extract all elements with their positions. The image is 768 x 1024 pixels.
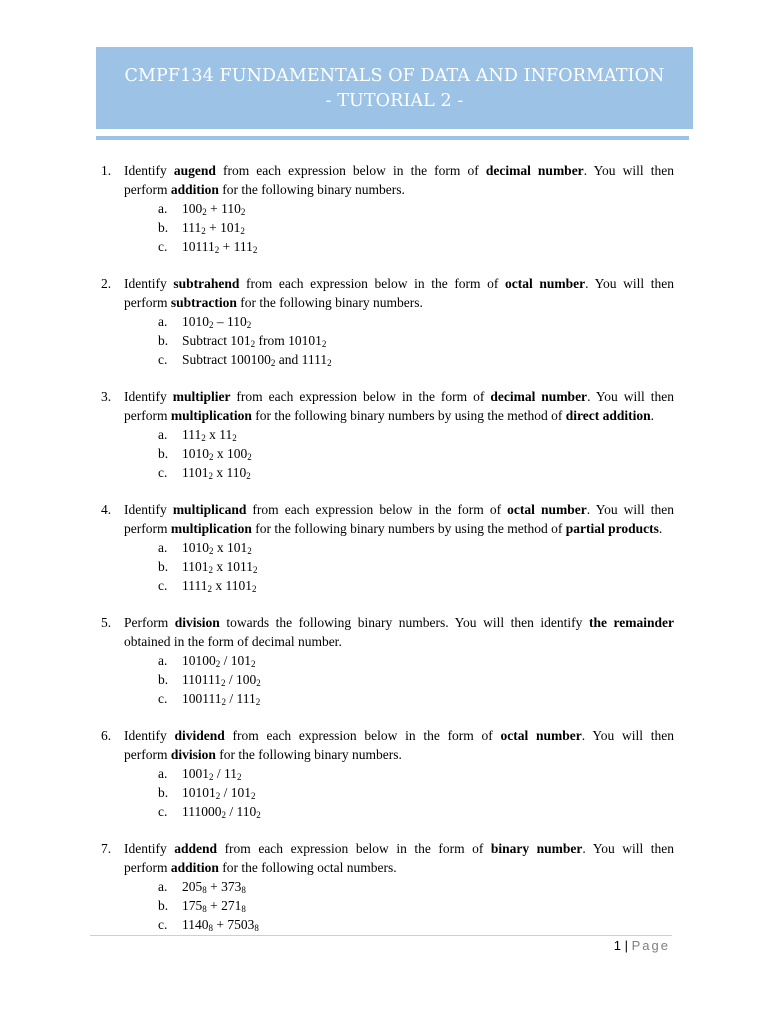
base-subscript: 2 (321, 339, 327, 349)
text-run: . (658, 521, 663, 536)
text-run: 205 (182, 879, 203, 894)
question-text (124, 726, 674, 764)
text-run: / 101 (220, 653, 252, 668)
question-line-1 (124, 274, 674, 293)
text-run: 1010 (182, 446, 209, 461)
base-subscript: 2 (247, 546, 252, 556)
expression (182, 559, 258, 574)
question-text (124, 839, 674, 877)
text-run: Identify (124, 502, 173, 517)
text-run: Perform (124, 615, 175, 630)
text-run: / 110 (226, 804, 257, 819)
sub-item-a (158, 877, 246, 896)
question-text (124, 161, 674, 199)
base-subscript: 2 (209, 452, 214, 462)
text-run: from each expression below in the form of (224, 728, 501, 743)
emphasis-term: addition (170, 860, 219, 875)
base-subscript: 2 (201, 226, 206, 236)
text-run: Identify (124, 276, 174, 291)
base-subscript: 2 (251, 659, 256, 669)
text-run: from each expression below in the form of (246, 502, 508, 517)
emphasis-term: division (170, 747, 216, 762)
expression (182, 898, 246, 913)
emphasis-term: multiplier (172, 389, 231, 404)
text-run: 110111 (182, 672, 221, 687)
emphasis-term: dividend (174, 728, 225, 743)
text-run: towards the following binary numbers. You will then identify (219, 615, 589, 630)
base-subscript: 2 (252, 245, 258, 255)
expression (182, 917, 259, 932)
emphasis-term: addition (170, 182, 219, 197)
base-subscript: 8 (241, 885, 246, 895)
base-subscript: 2 (221, 697, 226, 707)
base-subscript: 2 (251, 791, 256, 801)
emphasis-term: direct addition (565, 408, 651, 423)
base-subscript: 2 (215, 791, 221, 801)
text-run: Subtract 100100 (182, 352, 271, 367)
sub-item-label: a. (158, 879, 168, 894)
base-subscript: 2 (232, 433, 237, 443)
sub-item-c (158, 802, 261, 821)
sub-item-b (158, 218, 245, 237)
text-run: from each expression below in the form of (215, 163, 486, 178)
text-run: x 1011 (213, 559, 253, 574)
emphasis-term: multiplication (170, 521, 252, 536)
text-run: / 11 (213, 766, 237, 781)
base-subscript: 2 (221, 678, 226, 688)
base-subscript: 2 (209, 546, 214, 556)
text-run: perform (124, 860, 171, 875)
expression (182, 465, 251, 480)
text-run: 100 (182, 201, 203, 216)
text-run: + 7503 (213, 917, 255, 932)
text-run: Identify (124, 389, 173, 404)
question-line-2 (124, 293, 674, 312)
text-run: . You will then (585, 276, 674, 291)
base-subscript: 2 (202, 207, 207, 217)
sub-item-label: c. (158, 352, 168, 367)
text-run: 10100 (182, 653, 216, 668)
expression (182, 785, 256, 800)
sub-item-label: a. (158, 766, 168, 781)
emphasis-term: octal number (507, 502, 587, 517)
text-run: 10101 (182, 785, 216, 800)
text-run: from each expression below in the form of (230, 389, 491, 404)
question-number: 2. (101, 276, 112, 291)
base-subscript: 2 (246, 320, 252, 330)
text-run: x 110 (213, 465, 247, 480)
page-number: 1 (613, 938, 621, 953)
base-subscript: 2 (237, 772, 242, 782)
text-run: 1101 (182, 465, 209, 480)
sub-item-b (158, 670, 261, 689)
expression (182, 691, 260, 706)
expression (182, 766, 242, 781)
expression (182, 239, 257, 254)
text-run: and 1111 (275, 352, 328, 367)
emphasis-term: subtraction (170, 295, 237, 310)
text-run: perform (124, 182, 171, 197)
question-line-2 (124, 180, 674, 199)
expression (182, 352, 332, 367)
text-run: . You will then (582, 841, 674, 856)
base-subscript: 2 (240, 207, 246, 217)
text-run: 111 (182, 427, 202, 442)
sub-item-label: c. (158, 578, 168, 593)
question-text (124, 500, 674, 538)
question-text (124, 274, 674, 312)
base-subscript: 8 (202, 885, 207, 895)
sub-item-c (158, 689, 260, 708)
sub-item-a (158, 538, 252, 557)
expression (182, 201, 245, 216)
base-subscript: 2 (252, 584, 257, 594)
footer-divider (90, 935, 672, 936)
sub-item-a (158, 651, 256, 670)
text-run: 111000 (182, 804, 222, 819)
emphasis-term: binary number (490, 841, 583, 856)
text-run: from each expression below in the form of (239, 276, 506, 291)
sub-item-label: b. (158, 333, 169, 348)
text-run: 1010 (182, 540, 209, 555)
text-run: 1010 (182, 314, 209, 329)
page-footer (614, 938, 670, 953)
text-run: + 101 (205, 220, 241, 235)
sub-item-b (158, 331, 326, 350)
text-run: + 111 (219, 239, 253, 254)
text-run: 1111 (182, 578, 208, 593)
sub-item-label: a. (158, 314, 168, 329)
question-text (124, 613, 674, 651)
text-run: / 100 (225, 672, 257, 687)
question-number: 4. (101, 502, 112, 517)
emphasis-term: division (174, 615, 220, 630)
text-run: perform (124, 521, 171, 536)
base-subscript: 2 (246, 471, 251, 481)
sub-item-label: c. (158, 804, 168, 819)
text-run: x 11 (205, 427, 233, 442)
emphasis-term: subtrahend (173, 276, 240, 291)
expression (182, 314, 251, 329)
text-run: 175 (182, 898, 203, 913)
sub-item-label: b. (158, 559, 169, 574)
sub-item-label: c. (158, 239, 168, 254)
base-subscript: 2 (221, 810, 226, 820)
emphasis-term: octal number (500, 728, 582, 743)
sub-item-a (158, 199, 245, 218)
text-run: 111 (182, 220, 202, 235)
text-run: / 111 (226, 691, 256, 706)
expression (182, 446, 252, 461)
sub-item-b (158, 557, 258, 576)
question-line-1 (124, 387, 674, 406)
question-number: 5. (101, 615, 112, 630)
base-subscript: 2 (208, 565, 213, 575)
sub-item-b (158, 896, 246, 915)
text-run: Identify (124, 841, 175, 856)
text-run: 1140 (182, 917, 209, 932)
base-subscript: 8 (241, 904, 246, 914)
sub-item-b (158, 444, 252, 463)
expression (182, 672, 261, 687)
base-subscript: 2 (270, 358, 276, 368)
question-line-1 (124, 613, 674, 632)
question-line-1 (124, 839, 674, 858)
text-run: obtained in the form of decimal number. (124, 634, 342, 649)
sub-item-label: a. (158, 540, 168, 555)
text-run: 10111 (182, 239, 215, 254)
base-subscript: 2 (214, 245, 220, 255)
question-number: 1. (101, 163, 112, 178)
base-subscript: 8 (202, 904, 207, 914)
base-subscript: 2 (256, 810, 261, 820)
question-line-2 (124, 632, 674, 651)
sub-item-a (158, 764, 242, 783)
sub-item-label: b. (158, 672, 169, 687)
text-run: 1001 (182, 766, 209, 781)
text-run: . You will then (587, 389, 674, 404)
base-subscript: 2 (255, 697, 261, 707)
base-subscript: 2 (209, 772, 214, 782)
question-line-2 (124, 406, 674, 425)
sub-item-label: b. (158, 220, 169, 235)
text-run: perform (124, 295, 171, 310)
page-label: Page (631, 938, 670, 953)
text-run: . You will then (583, 163, 674, 178)
base-subscript: 8 (208, 923, 213, 933)
question-line-1 (124, 161, 674, 180)
text-run: from 10101 (255, 333, 322, 348)
question-line-2 (124, 858, 674, 877)
base-subscript: 2 (247, 452, 252, 462)
footer-separator: | (624, 938, 628, 953)
title-line-2: - TUTORIAL 2 - (325, 91, 464, 111)
question-number: 6. (101, 728, 112, 743)
title-line-1: CMPF134 FUNDAMENTALS OF DATA AND INFORMATION (124, 66, 665, 86)
base-subscript: 2 (256, 678, 261, 688)
text-run: for the following binary numbers. (218, 182, 405, 197)
text-run: from each expression below in the form of (217, 841, 491, 856)
text-run: . (650, 408, 654, 423)
text-run: x 101 (213, 540, 248, 555)
text-run: for the following octal numbers. (218, 860, 397, 875)
text-run: / 101 (220, 785, 252, 800)
sub-item-label: b. (158, 898, 169, 913)
sub-item-label: a. (158, 201, 168, 216)
expression (182, 578, 257, 593)
emphasis-term: multiplicand (172, 502, 247, 517)
text-run: + 271 (206, 898, 242, 913)
question-line-2 (124, 745, 674, 764)
expression (182, 220, 245, 235)
sub-item-label: b. (158, 446, 169, 461)
emphasis-term: the remainder (588, 615, 674, 630)
sub-item-c (158, 463, 251, 482)
base-subscript: 2 (208, 471, 213, 481)
emphasis-term: multiplication (170, 408, 252, 423)
text-run: Identify (124, 163, 174, 178)
emphasis-term: partial products (565, 521, 659, 536)
sub-item-label: a. (158, 427, 168, 442)
question-text (124, 387, 674, 425)
banner-underline (96, 136, 689, 140)
expression (182, 653, 256, 668)
emphasis-term: addend (174, 841, 218, 856)
sub-item-c (158, 915, 259, 934)
question-number: 3. (101, 389, 112, 404)
sub-item-a (158, 312, 251, 331)
base-subscript: 8 (254, 923, 259, 933)
emphasis-term: augend (173, 163, 216, 178)
text-run: for the following binary numbers by using the method of (251, 521, 566, 536)
text-run: Identify (124, 728, 175, 743)
base-subscript: 2 (327, 358, 332, 368)
sub-item-label: c. (158, 691, 168, 706)
emphasis-term: decimal number (490, 389, 588, 404)
sub-item-a (158, 425, 237, 444)
text-run: for the following binary numbers. (215, 747, 402, 762)
sub-item-c (158, 576, 257, 595)
sub-item-label: b. (158, 785, 169, 800)
text-run: for the following binary numbers. (236, 295, 423, 310)
text-run: for the following binary numbers by using the method of (251, 408, 566, 423)
sub-item-c (158, 350, 332, 369)
base-subscript: 2 (250, 339, 256, 349)
sub-item-label: c. (158, 917, 168, 932)
question-number: 7. (101, 841, 112, 856)
text-run: perform (124, 408, 171, 423)
text-run: x 1101 (212, 578, 252, 593)
expression (182, 427, 237, 442)
text-run: . You will then (586, 502, 674, 517)
question-line-2 (124, 519, 674, 538)
base-subscript: 2 (215, 659, 221, 669)
base-subscript: 2 (201, 433, 206, 443)
emphasis-term: decimal number (485, 163, 584, 178)
expression (182, 804, 261, 819)
base-subscript: 2 (253, 565, 258, 575)
base-subscript: 2 (209, 320, 214, 330)
emphasis-term: octal number (505, 276, 586, 291)
question-line-1 (124, 726, 674, 745)
expression (182, 540, 252, 555)
question-line-1 (124, 500, 674, 519)
sub-item-c (158, 237, 257, 256)
text-run: – 110 (213, 314, 247, 329)
text-run: perform (124, 747, 171, 762)
text-run: + 373 (206, 879, 242, 894)
sub-item-label: c. (158, 465, 168, 480)
expression (182, 879, 246, 894)
page-title (96, 64, 693, 114)
text-run: 100111 (182, 691, 222, 706)
sub-item-label: a. (158, 653, 168, 668)
sub-item-b (158, 783, 256, 802)
text-run: . You will then (581, 728, 674, 743)
base-subscript: 2 (240, 226, 245, 236)
text-run: x 100 (213, 446, 248, 461)
expression (182, 333, 326, 348)
base-subscript: 2 (207, 584, 212, 594)
text-run: 1101 (182, 559, 209, 574)
text-run: + 110 (206, 201, 241, 216)
text-run: Subtract 101 (182, 333, 251, 348)
